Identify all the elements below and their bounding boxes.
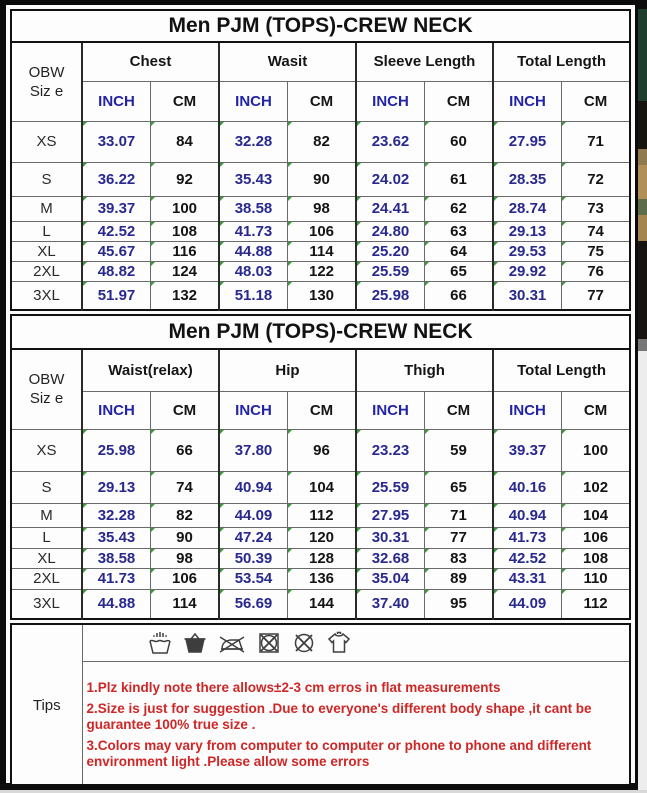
cm-value-cell: 96: [288, 429, 357, 471]
size-cell: 2XL: [11, 568, 82, 589]
inch-value-cell: 51.18: [219, 281, 288, 310]
cm-value-cell: 95: [425, 589, 494, 619]
cm-value-cell: 75: [562, 241, 631, 261]
inch-value-cell: 37.40: [356, 589, 425, 619]
size-cell: L: [11, 221, 82, 241]
cm-value-cell: 90: [151, 527, 220, 548]
inch-value-cell: 40.16: [493, 471, 562, 503]
unit-header-inch: INCH: [493, 81, 562, 121]
table-row: [11, 221, 630, 241]
inch-value-cell: 35.04: [356, 568, 425, 589]
size-cell: XS: [11, 121, 82, 162]
cm-value-cell: 77: [562, 281, 631, 310]
tip-item: 1.Plz kindly note there allows±2-3 cm erros in flat measurements: [86, 679, 501, 695]
cm-value-cell: 100: [151, 196, 220, 221]
inch-value-cell: 29.92: [493, 261, 562, 281]
cm-value-cell: 62: [425, 196, 494, 221]
unit-header-inch: INCH: [356, 391, 425, 429]
inch-value-cell: 42.52: [82, 221, 151, 241]
table-row: [11, 241, 630, 261]
table-row: [11, 121, 630, 162]
size-cell: 2XL: [11, 261, 82, 281]
photo-strip: [638, 0, 647, 793]
tips-label: Tips: [11, 624, 82, 786]
inch-value-cell: 25.98: [356, 281, 425, 310]
unit-header-cm: CM: [151, 391, 220, 429]
size-cell: L: [11, 527, 82, 548]
inch-value-cell: 53.54: [219, 568, 288, 589]
cm-value-cell: 64: [425, 241, 494, 261]
unit-header-cm: CM: [425, 81, 494, 121]
inch-value-cell: 25.20: [356, 241, 425, 261]
table-row: [11, 548, 630, 568]
tip-item: 2.Size is just for suggestion .Due to everyone's different body shape ,it cant be guarantee 100% true size .: [86, 700, 592, 732]
inch-value-cell: 33.07: [82, 121, 151, 162]
inch-value-cell: 32.28: [82, 503, 151, 527]
hand-wash-icon: [147, 630, 173, 656]
cm-value-cell: 144: [288, 589, 357, 619]
inch-value-cell: 40.94: [219, 471, 288, 503]
table-row: [11, 196, 630, 221]
tip-item: 3.Colors may vary from computer to computer or phone to phone and different environment light .Please allow some errors: [86, 737, 592, 769]
inch-value-cell: 41.73: [219, 221, 288, 241]
size-cell: XS: [11, 429, 82, 471]
size-cell: XL: [11, 241, 82, 261]
cm-value-cell: 76: [562, 261, 631, 281]
size-header-line2: Siz e: [29, 390, 64, 408]
inch-value-cell: 39.37: [82, 196, 151, 221]
cm-value-cell: 73: [562, 196, 631, 221]
table-row: [11, 503, 630, 527]
size-cell: S: [11, 162, 82, 196]
cm-value-cell: 100: [562, 429, 631, 471]
cm-value-cell: 71: [425, 503, 494, 527]
group-header-total-length: Total Length: [493, 349, 630, 391]
cm-value-cell: 92: [151, 162, 220, 196]
cm-value-cell: 90: [288, 162, 357, 196]
inch-value-cell: 40.94: [493, 503, 562, 527]
inch-value-cell: 39.37: [493, 429, 562, 471]
table-row: [11, 261, 630, 281]
cm-value-cell: 108: [151, 221, 220, 241]
cm-value-cell: 130: [288, 281, 357, 310]
cm-value-cell: 82: [151, 503, 220, 527]
size-table-tops-2: [10, 314, 631, 620]
inch-value-cell: 38.58: [219, 196, 288, 221]
cm-value-cell: 66: [425, 281, 494, 310]
size-cell: XL: [11, 548, 82, 568]
inch-value-cell: 23.23: [356, 429, 425, 471]
cm-value-cell: 132: [151, 281, 220, 310]
unit-header-inch: INCH: [219, 391, 288, 429]
cm-value-cell: 60: [425, 121, 494, 162]
cm-value-cell: 74: [151, 471, 220, 503]
size-cell: M: [11, 503, 82, 527]
cm-value-cell: 112: [288, 503, 357, 527]
wash-tub-icon: [182, 630, 208, 656]
inch-value-cell: 24.41: [356, 196, 425, 221]
cm-value-cell: 102: [562, 471, 631, 503]
size-chart-panel: [6, 5, 635, 783]
inch-value-cell: 23.62: [356, 121, 425, 162]
cm-value-cell: 114: [151, 589, 220, 619]
cm-value-cell: 106: [562, 527, 631, 548]
unit-header-cm: CM: [562, 391, 631, 429]
inch-value-cell: 45.67: [82, 241, 151, 261]
inch-value-cell: 35.43: [82, 527, 151, 548]
inch-value-cell: 38.58: [82, 548, 151, 568]
unit-header-inch: INCH: [82, 391, 151, 429]
do-not-iron-icon: [217, 630, 247, 656]
cm-value-cell: 84: [151, 121, 220, 162]
cm-value-cell: 59: [425, 429, 494, 471]
unit-header-cm: CM: [151, 81, 220, 121]
cm-value-cell: 65: [425, 471, 494, 503]
cm-value-cell: 112: [562, 589, 631, 619]
inch-value-cell: 32.28: [219, 121, 288, 162]
cm-value-cell: 61: [425, 162, 494, 196]
inch-value-cell: 41.73: [493, 527, 562, 548]
inch-value-cell: 47.24: [219, 527, 288, 548]
cm-value-cell: 114: [288, 241, 357, 261]
inch-value-cell: 36.22: [82, 162, 151, 196]
size-cell: S: [11, 471, 82, 503]
unit-header-cm: CM: [425, 391, 494, 429]
cm-value-cell: 63: [425, 221, 494, 241]
inch-value-cell: 28.74: [493, 196, 562, 221]
inch-value-cell: 29.13: [493, 221, 562, 241]
inch-value-cell: 28.35: [493, 162, 562, 196]
inch-value-cell: 44.88: [219, 241, 288, 261]
do-not-dry-clean-icon: [291, 630, 317, 656]
inch-value-cell: 44.09: [219, 503, 288, 527]
unit-header-cm: CM: [288, 81, 357, 121]
table-title: Men PJM (TOPS)-CREW NECK: [11, 315, 630, 349]
cm-value-cell: 82: [288, 121, 357, 162]
size-cell: 3XL: [11, 281, 82, 310]
inch-value-cell: 29.53: [493, 241, 562, 261]
size-header-line1: OBW: [28, 63, 65, 81]
cm-value-cell: 120: [288, 527, 357, 548]
inch-value-cell: 56.69: [219, 589, 288, 619]
cm-value-cell: 74: [562, 221, 631, 241]
inch-value-cell: 24.80: [356, 221, 425, 241]
unit-header-inch: INCH: [219, 81, 288, 121]
cm-value-cell: 106: [151, 568, 220, 589]
cm-value-cell: 98: [151, 548, 220, 568]
cm-value-cell: 128: [288, 548, 357, 568]
table-row: [11, 429, 630, 471]
cm-value-cell: 108: [562, 548, 631, 568]
inch-value-cell: 25.59: [356, 261, 425, 281]
cm-value-cell: 124: [151, 261, 220, 281]
inch-value-cell: 32.68: [356, 548, 425, 568]
inch-value-cell: 27.95: [493, 121, 562, 162]
size-header-line2: Siz e: [29, 82, 64, 100]
cm-value-cell: 98: [288, 196, 357, 221]
tips-text: [82, 661, 630, 786]
inch-value-cell: 29.13: [82, 471, 151, 503]
group-header-sleeve-length: Sleeve Length: [356, 42, 493, 81]
unit-header-cm: CM: [562, 81, 631, 121]
cm-value-cell: 66: [151, 429, 220, 471]
inch-value-cell: 44.09: [493, 589, 562, 619]
do-not-tumble-dry-icon: [256, 630, 282, 656]
table-row: [11, 527, 630, 548]
unit-header-cm: CM: [288, 391, 357, 429]
cm-value-cell: 83: [425, 548, 494, 568]
inch-value-cell: 42.52: [493, 548, 562, 568]
size-header-line1: OBW: [28, 371, 65, 389]
inch-value-cell: 30.31: [493, 281, 562, 310]
unit-header-inch: INCH: [493, 391, 562, 429]
size-cell: M: [11, 196, 82, 221]
inch-value-cell: 25.98: [82, 429, 151, 471]
inch-value-cell: 48.03: [219, 261, 288, 281]
table-row: [11, 162, 630, 196]
inch-value-cell: 41.73: [82, 568, 151, 589]
cm-value-cell: 65: [425, 261, 494, 281]
group-header-total-length: Total Length: [493, 42, 630, 81]
care-tips-section: [10, 623, 631, 787]
group-header-thigh: Thigh: [356, 349, 493, 391]
care-icons-row: [82, 624, 630, 661]
cm-value-cell: 104: [562, 503, 631, 527]
inch-value-cell: 35.43: [219, 162, 288, 196]
group-header-chest: Chest: [82, 42, 219, 81]
group-header-hip: Hip: [219, 349, 356, 391]
inch-value-cell: 44.88: [82, 589, 151, 619]
unit-header-inch: INCH: [82, 81, 151, 121]
table-row: [11, 568, 630, 589]
unit-header-inch: INCH: [356, 81, 425, 121]
inch-value-cell: 48.82: [82, 261, 151, 281]
size-cell: 3XL: [11, 589, 82, 619]
cm-value-cell: 71: [562, 121, 631, 162]
size-column-header: [11, 42, 82, 121]
inch-value-cell: 24.02: [356, 162, 425, 196]
cm-value-cell: 110: [562, 568, 631, 589]
drip-dry-shirt-icon: [326, 630, 352, 656]
cm-value-cell: 106: [288, 221, 357, 241]
inch-value-cell: 50.39: [219, 548, 288, 568]
cm-value-cell: 89: [425, 568, 494, 589]
table-title: Men PJM (TOPS)-CREW NECK: [11, 10, 630, 42]
inch-value-cell: 51.97: [82, 281, 151, 310]
cm-value-cell: 122: [288, 261, 357, 281]
size-column-header: [11, 349, 82, 429]
inch-value-cell: 30.31: [356, 527, 425, 548]
table-row: [11, 471, 630, 503]
group-header-waist: Wasit: [219, 42, 356, 81]
cm-value-cell: 136: [288, 568, 357, 589]
cm-value-cell: 77: [425, 527, 494, 548]
cm-value-cell: 104: [288, 471, 357, 503]
table-row: [11, 589, 630, 619]
inch-value-cell: 37.80: [219, 429, 288, 471]
inch-value-cell: 43.31: [493, 568, 562, 589]
table-row: [11, 281, 630, 310]
size-table-tops-1: [10, 9, 631, 311]
cm-value-cell: 72: [562, 162, 631, 196]
inch-value-cell: 25.59: [356, 471, 425, 503]
group-header-waist-relax: Waist(relax): [82, 349, 219, 391]
cm-value-cell: 116: [151, 241, 220, 261]
inch-value-cell: 27.95: [356, 503, 425, 527]
